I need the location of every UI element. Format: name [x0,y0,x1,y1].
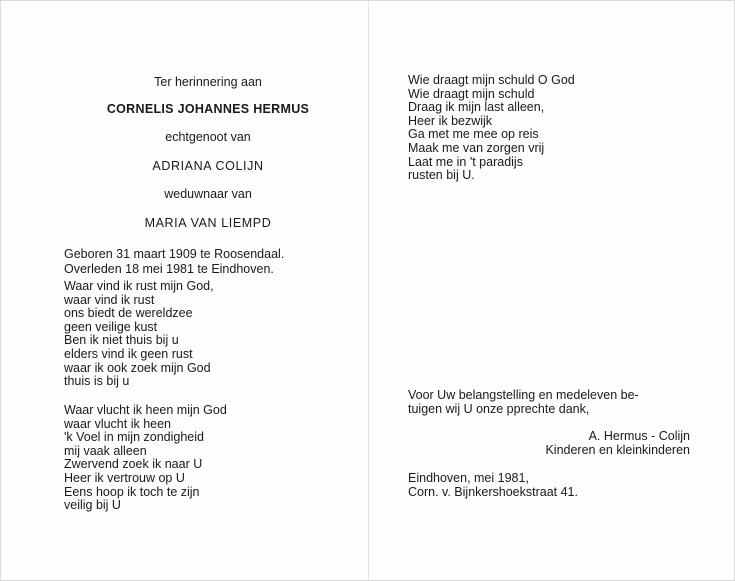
card-fold-line [368,0,369,581]
deceased-name: CORNELIS JOHANNES HERMUS [106,102,310,116]
spouse-name: ADRIANA COLIJN [152,159,264,173]
poem-line: waar ik ook zoek mijn God [64,360,211,375]
poem-line: Draag ik mijn last alleen, [408,100,545,115]
poem-line: 'k Voel in mijn zondigheid [64,430,204,445]
thanks-line: Voor Uw belangstelling en medeleven be- [408,388,639,402]
place-date: Eindhoven, mei 1981, [408,471,529,485]
spouse-intro: echtgenoot van [165,130,251,144]
poem-line: elders vind ik geen rust [64,346,193,361]
poem-line: Laat me in 't paradijs [408,154,523,169]
poem-line: Wie draagt mijn schuld [408,86,535,101]
poem-line: Ga met me mee op reis [408,127,539,142]
poem-line: Heer ik bezwijk [408,113,493,128]
death-line: Overleden 18 mei 1981 te Eindhoven. [64,262,274,276]
poem-stanza-2 [64,404,227,513]
poem-line: Wie draagt mijn schuld O God [408,73,575,87]
poem-line: waar vlucht ik heen [64,416,172,431]
poem-line: Waar vlucht ik heen mijn God [64,403,227,417]
right-poem-stanza [408,74,575,183]
poem-line: waar vind ik rust [64,292,155,307]
birth-line: Geboren 31 maart 1909 te Roosendaal. [64,247,285,261]
poem-line: Maak me van zorgen vrij [408,140,545,155]
address-block [408,472,578,499]
signature [500,430,690,457]
widower-intro: weduwnaar van [164,187,252,201]
poem-line: geen veilige kust [64,319,158,334]
poem-line: ons biedt de wereldzee [64,306,193,321]
poem-line: thuis is bij u [64,374,130,389]
poem-line: rusten bij U. [408,168,475,183]
poem-line: Waar vind ik rust mijn God, [64,279,214,293]
thanks-text [408,389,639,416]
street-address: Corn. v. Bijnkershoekstraat 41. [408,484,578,499]
poem-line: veilig bij U [64,498,121,513]
poem-line: Zwervend zoek ik naar U [64,457,203,472]
poem-line: Ben ik niet thuis bij u [64,333,179,348]
second-spouse-name: MARIA VAN LIEMPD [144,216,272,230]
poem-line: Heer ik vertrouw op U [64,470,185,485]
intro-text: Ter herinnering aan [154,75,262,89]
poem-line: Eens hoop ik toch te zijn [64,484,200,499]
poem-line: mij vaak alleen [64,443,147,458]
signature-family: Kinderen en kleinkinderen [545,442,690,457]
poem-stanza-1 [64,280,214,389]
thanks-line: tuigen wij U onze pprechte dank, [408,401,590,416]
signature-name: A. Hermus - Colijn [588,429,690,443]
